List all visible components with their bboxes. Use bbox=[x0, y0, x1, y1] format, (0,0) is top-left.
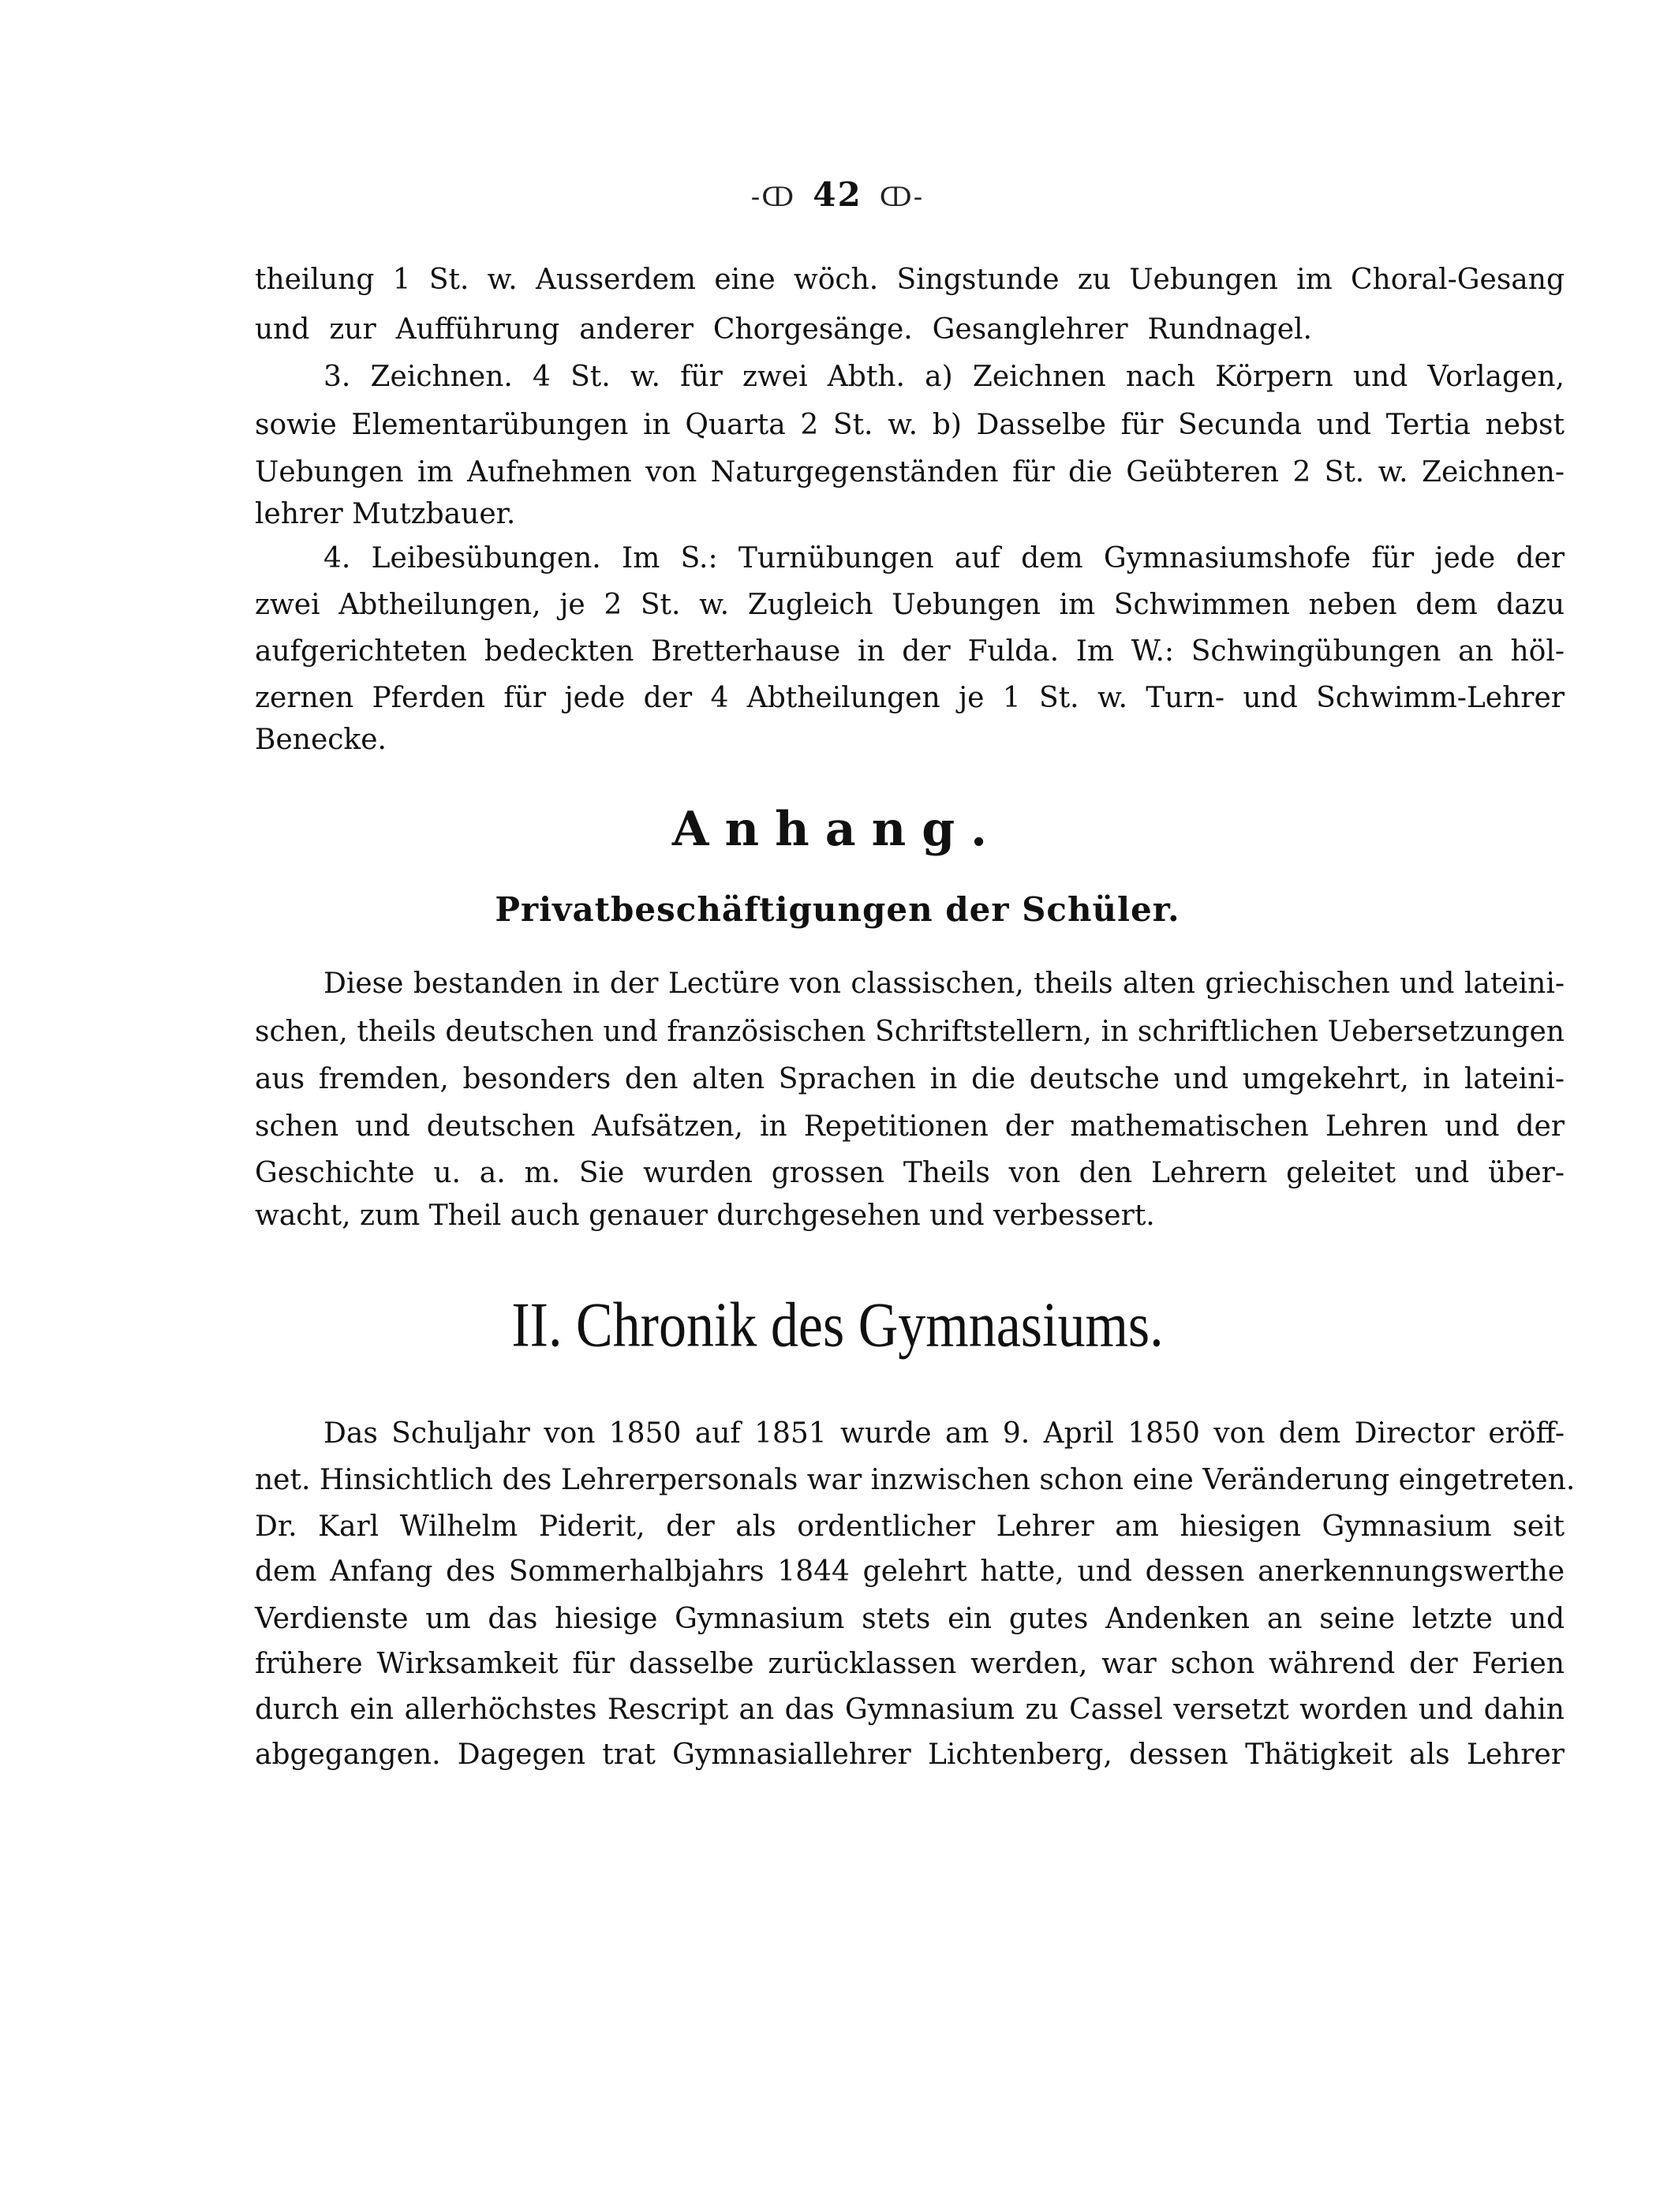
text-line: net. Hinsichtlich des Lehrerpersonals war inzwischen schon eine Veränderung eingetreten. bbox=[255, 1464, 1576, 1496]
section-subtitle: Privatbeschäftigungen der Schüler. bbox=[495, 890, 1180, 929]
text-line: zernen Pferden für jede der 4 Abtheilungen je 1 St. w. Turn- und Schwimm-Lehrer bbox=[255, 682, 1565, 714]
text-line: schen, theils deutschen und französischen Schriftstellern, in schriftlichen Uebersetzungen bbox=[255, 1016, 1565, 1048]
section-title-chronik: II. Chronik des Gymnasiums. bbox=[511, 1290, 1164, 1361]
text-line: Verdienste um das hiesige Gymnasium stets ein gutes Andenken an seine letzte und bbox=[255, 1603, 1565, 1635]
page-number-header bbox=[0, 175, 1675, 214]
text-line: schen und deutschen Aufsätzen, in Repetitionen der mathematischen Lehren und der bbox=[255, 1110, 1565, 1143]
text-line: zwei Abtheilungen, je 2 St. w. Zugleich Uebungen im Schwimmen neben dem dazu bbox=[255, 589, 1565, 621]
text-line: aus fremden, besonders den alten Sprachen in die deutsche und umgekehrt, in lateini- bbox=[255, 1063, 1565, 1095]
ornament-right-icon: ↀ- bbox=[879, 182, 925, 213]
text-line: 4. Leibesübungen. Im S.: Turnübungen auf dem Gymnasiumshofe für jede der bbox=[323, 542, 1565, 575]
text-line: lehrer Mutzbauer. bbox=[255, 498, 516, 530]
text-line: dem Anfang des Sommerhalbjahrs 1844 gelehrt hatte, und dessen anerkennungswerthe bbox=[255, 1555, 1565, 1588]
text-line: Dr. Karl Wilhelm Piderit, der als ordentlicher Lehrer am hiesigen Gymnasium seit bbox=[255, 1510, 1565, 1543]
text-line: 3. Zeichnen. 4 St. w. für zwei Abth. a) Zeichnen nach Körpern und Vorlagen, bbox=[323, 361, 1565, 393]
text-line: Uebungen im Aufnehmen von Naturgegenständen für die Geübteren 2 St. w. Zeichnen- bbox=[255, 456, 1565, 488]
text-line: wacht, zum Theil auch genauer durchgesehen und verbessert. bbox=[255, 1200, 1155, 1232]
section-title-anhang: Anhang. bbox=[671, 802, 1004, 857]
text-line: frühere Wirksamkeit für dasselbe zurücklassen werden, war schon während der Ferien bbox=[255, 1648, 1565, 1680]
text-line: abgegangen. Dagegen trat Gymnasiallehrer Lichtenberg, dessen Thätigkeit als Lehrer bbox=[255, 1739, 1565, 1771]
page-number: 42 bbox=[813, 175, 862, 214]
text-line: durch ein allerhöchstes Rescript an das Gymnasium zu Cassel versetzt worden und dahin bbox=[255, 1694, 1565, 1726]
text-line: aufgerichteten bedeckten Bretterhause in der Fulda. Im W.: Schwingübungen an höl- bbox=[255, 635, 1565, 668]
text-line: Diese bestanden in der Lectüre von classischen, theils alten griechischen und lateini- bbox=[323, 968, 1565, 1000]
text-line: Geschichte u. a. m. Sie wurden grossen Theils von den Lehrern geleitet und über- bbox=[255, 1157, 1565, 1189]
text-line: und zur Aufführung anderer Chorgesänge. Gesanglehrer Rundnagel. bbox=[255, 313, 1312, 346]
ornament-left-icon: -ↀ bbox=[750, 182, 796, 213]
text-line: Benecke. bbox=[255, 724, 387, 756]
text-line: sowie Elementarübungen in Quarta 2 St. w. b) Dasselbe für Secunda und Tertia nebst bbox=[255, 409, 1565, 441]
text-line: theilung 1 St. w. Ausserdem eine wöch. Singstunde zu Uebungen im Choral-Gesang bbox=[255, 264, 1565, 296]
text-line: Das Schuljahr von 1850 auf 1851 wurde am 9. April 1850 von dem Director eröff- bbox=[323, 1417, 1565, 1450]
